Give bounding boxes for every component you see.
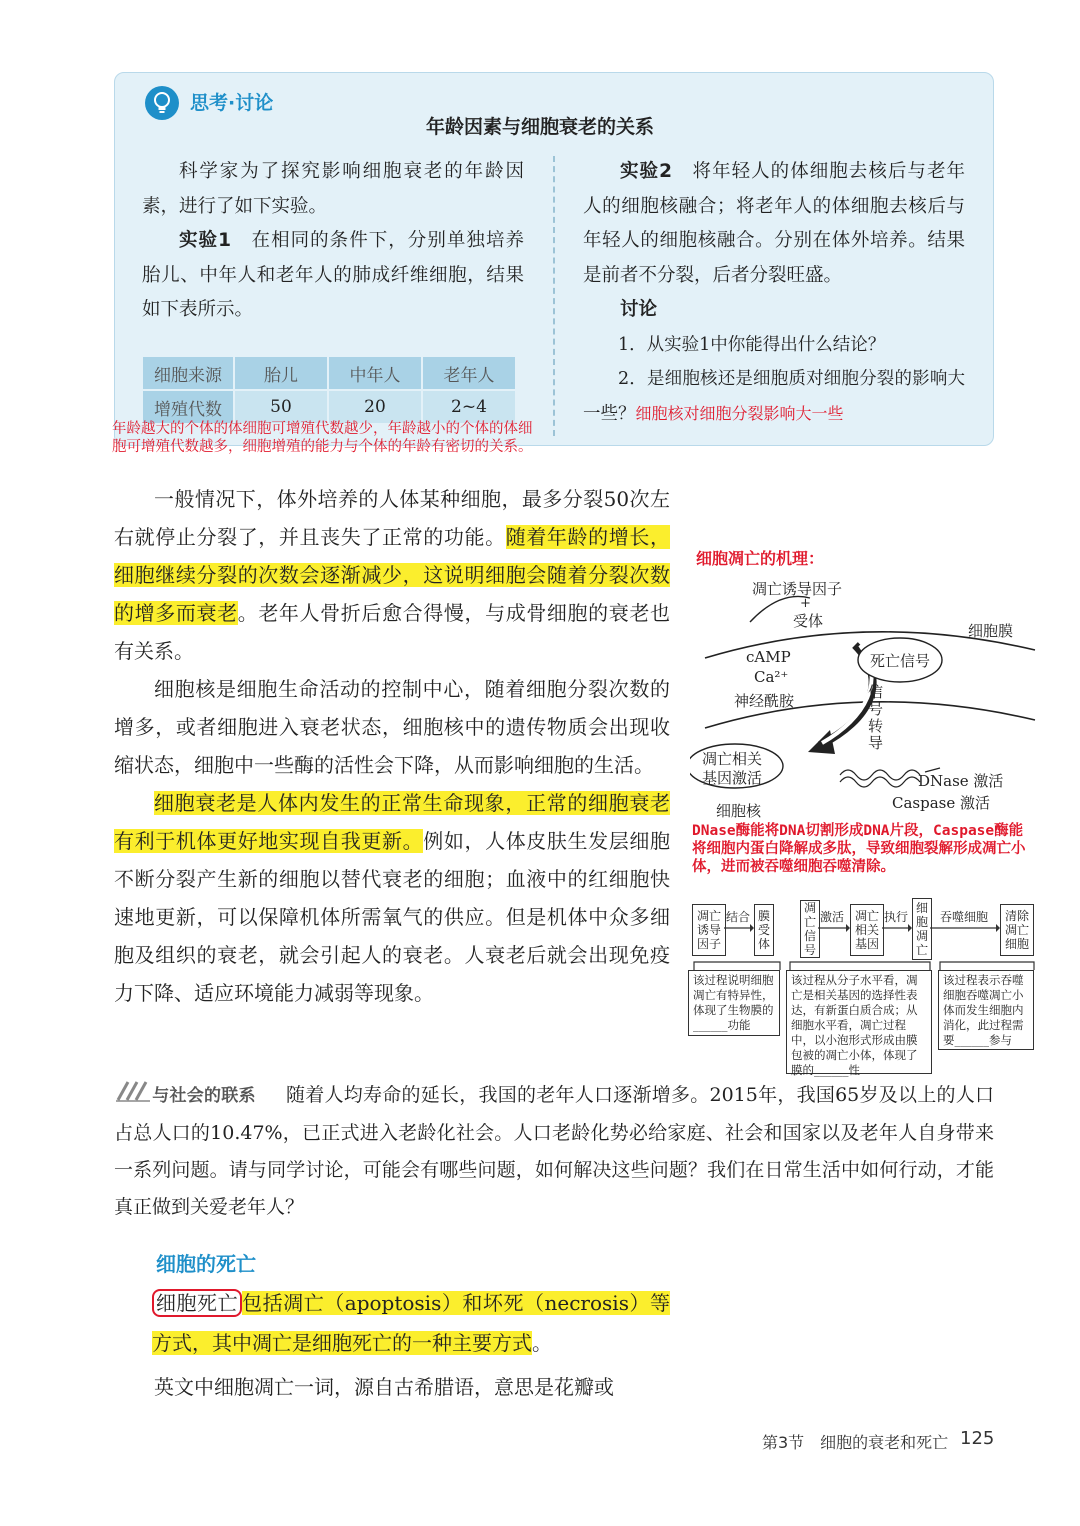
right-column-text <box>583 155 965 431</box>
paragraph-2: 细胞核是细胞生命活动的控制中心，随着细胞分裂次数的增多，或者细胞进入衰老状态，细胞核中的遗传物质会出现收缩状态，细胞中一些酶的活性会下降，从而影响细胞的生活。 <box>114 677 670 777</box>
flow-arrow-label: 激活 <box>820 910 845 924</box>
flow-box-clearance: 清除凋亡细胞 <box>1000 904 1034 956</box>
question-2: 2．是细胞核还是细胞质对细胞分裂的影响大一些？ <box>583 369 965 424</box>
transduction-label: 信号转导 <box>868 683 884 752</box>
caspase-label: Caspase 激活 <box>892 794 991 812</box>
explanation-box-3: 该过程表示吞噬细胞吞噬凋亡小体而发生细胞内消化，此过程需要______参与 <box>938 970 1034 1050</box>
flow-box-genes: 凋亡相关基因 <box>850 904 884 956</box>
table-row <box>143 391 515 423</box>
exp1-text: 在相同的条件下，分别单独培养胎儿、中年人和老年人的肺成纤维细胞，结果如下表所示。 <box>142 230 524 320</box>
cell-death-paragraph-2: 英文中细胞凋亡一词，源自古希腊语，意思是花瓣或 <box>154 1375 614 1399</box>
footer-section-title: 第3节 细胞的衰老和死亡 <box>762 1433 949 1452</box>
page-number: 125 <box>960 1428 995 1449</box>
left-column-text <box>142 155 524 328</box>
cell-membrane-label: 细胞膜 <box>968 622 1014 640</box>
camp-label: cAMP <box>746 648 791 666</box>
death-signal-label: 死亡信号 <box>870 652 931 670</box>
intro-paragraph: 科学家为了探究影响细胞衰老的年龄因素，进行了如下实验。 <box>142 161 524 217</box>
society-paragraph <box>114 1077 994 1226</box>
discussion-label: 思考·讨论 <box>190 92 274 114</box>
table-header-cell: 中年人 <box>329 357 421 389</box>
paragraph-1 <box>114 480 670 670</box>
circled-term: 细胞死亡 <box>152 1289 242 1317</box>
ceramide-label: 神经酰胺 <box>734 692 795 710</box>
flow-arrow-label: 结合 <box>726 910 751 924</box>
cell-death-heading: 细胞的死亡 <box>156 1252 256 1276</box>
calcium-label: Ca²⁺ <box>754 668 789 686</box>
explanation-box-2: 该过程从分子水平看，凋亡是相关基因的选择性表达，有新蛋白质合成；从细胞水平看，凋亡过程中，以小泡形式形成由膜包被的凋亡小体，体现了膜的______性 <box>786 970 932 1074</box>
table-cell: 50 <box>235 391 327 423</box>
flow-box-signal: 凋亡信号 <box>800 900 820 958</box>
main-body <box>114 480 670 1012</box>
question-1: 1．从实验1中你能得出什么结论？ <box>618 334 886 355</box>
conclusion-handnote: 年龄越大的个体的体细胞可增殖代数越少，年龄越小的个体的体细胞可增殖代数越多，细胞增殖的能力与个体的年龄有密切的关系。 <box>112 421 533 455</box>
explanation-box-1: 该过程说明细胞凋亡有特异性，体现了生物膜的______功能 <box>688 970 780 1036</box>
cell-death-highlight: 包括凋亡（apoptosis）和坏死（necrosis）等方式，其中凋亡是细胞死亡的一种主要方式 <box>152 1291 671 1355</box>
enzyme-handnote: DNase酶能将DNA切割形成DNA片段，Caspase酶能将细胞内蛋白降解成多肽，导致细胞裂解形成凋亡小体，进而被吞噬细胞吞噬清除。 <box>692 823 1026 875</box>
gene-activation-label-2: 基因激活 <box>702 769 763 787</box>
exp2-label: 实验2 <box>620 161 672 182</box>
discuss-label: 讨论 <box>620 299 658 320</box>
cell-death-paragraph-1 <box>114 1283 670 1363</box>
exp2-paragraph <box>583 155 965 293</box>
discussion-title: 年龄因素与细胞衰老的关系 <box>425 116 654 138</box>
table-cell: 增殖代数 <box>143 391 233 423</box>
p1-highlight: 随着年龄的增长，细胞继续分裂的次数会逐渐减少，这说明细胞会随着分裂次数的增多而衰老 <box>114 525 671 625</box>
flow-box-receptor: 膜受体 <box>754 904 774 956</box>
answer-handnote: 细胞核对细胞分裂影响大一些 <box>635 403 844 423</box>
table-cell: 2~4 <box>423 391 515 423</box>
dna-strand <box>840 777 920 787</box>
p3-highlight: 细胞衰老是人体内发生的正常生命现象，正常的细胞衰老有利于机体更好地实现自我更新。 <box>114 791 670 853</box>
society-label: 与社会的联系 <box>152 1086 256 1106</box>
plus-sign: + <box>800 596 811 611</box>
proliferation-table <box>141 355 517 425</box>
flow-box-apoptosis: 细胞凋亡 <box>912 898 932 960</box>
cell-death-body <box>114 1283 670 1407</box>
inducer-label: 凋亡诱导因子 <box>752 580 843 598</box>
mechanism-handnote-title: 细胞凋亡的机理： <box>696 549 825 568</box>
exp1-label: 实验1 <box>179 230 231 251</box>
sentence-end: 。 <box>532 1331 552 1355</box>
flow-arrow-label: 吞噬细胞 <box>940 910 989 924</box>
table-header-row <box>143 357 515 389</box>
flow-arrow-label: 执行 <box>884 910 909 924</box>
receptor-label: 受体 <box>793 612 824 630</box>
paragraph-3 <box>114 784 670 1012</box>
table-header-cell: 细胞来源 <box>143 357 233 389</box>
exp1-paragraph <box>142 224 524 328</box>
society-text: 随着人均寿命的延长，我国的老年人口逐渐增多。2015年，我国65岁及以上的人口占总人口的10.47%，已正式进入老龄化社会。人口老龄化势必给家庭、社会和国家以及老年人自身带来一系列问题。请与同学讨论，可能会有哪些问题，如何解决这些问题？我们在日常生活中如何行动，才能真正做到关爱老年人？ <box>114 1084 994 1218</box>
p1-text: 一般情况下，体外培养的人体某种细胞，最多分裂50次左右就停止分裂了，并且丧失了正常的功能。 <box>114 487 670 549</box>
p3-tail: 例如，人体皮肤生发层细胞不断分裂产生新的细胞以替代衰老的细胞；血液中的红细胞快速地更新，可以保障机体所需氧气的供应。但是机体中众多细胞及组织的衰老，就会引起人的衰老。人衰老后就会出现免疫力下降、适应环境能力减弱等现象。 <box>114 829 671 1005</box>
column-divider <box>553 156 555 436</box>
gene-activation-label-1: 凋亡相关 <box>702 750 763 768</box>
flow-box-inducer: 凋亡诱导因子 <box>692 904 726 956</box>
exp2-text: 将年轻人的体细胞去核后与老年人的细胞核融合；将老年人的体细胞去核后与年轻人的细胞核融合。分别在体外培养。结果是前者不分裂，后者分裂旺盛。 <box>583 161 965 286</box>
dnase-label: DNase 激活 <box>918 772 1004 790</box>
table-cell: 20 <box>329 391 421 423</box>
p1-tail: 。老年人骨折后愈合得慢，与成骨细胞的衰老也有关系。 <box>114 601 671 663</box>
table-header-cell: 胎儿 <box>235 357 327 389</box>
question-2-block <box>583 362 965 431</box>
nucleus-label: 细胞核 <box>716 802 762 820</box>
table-header-cell: 老年人 <box>423 357 515 389</box>
